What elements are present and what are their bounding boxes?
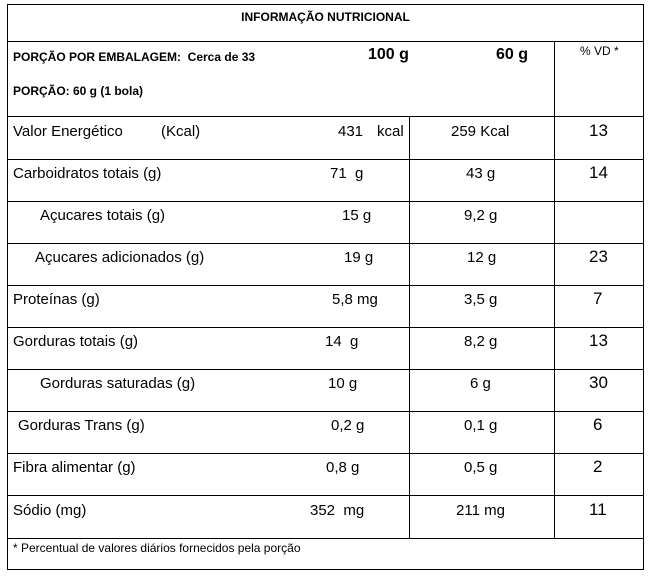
- value-100g: 10 g: [328, 375, 358, 392]
- divider: [8, 201, 643, 202]
- porcao: PORÇÃO: 60 g (1 bola): [13, 84, 144, 98]
- col-vd-header: % VD *: [580, 44, 619, 58]
- row-label: Açucares totais (g): [40, 207, 166, 224]
- value-vd: 6: [593, 415, 603, 434]
- porcao-embalagem: [13, 50, 255, 64]
- value-100g: 15 g: [342, 207, 372, 224]
- value-60g: 9,2 g: [464, 207, 498, 224]
- divider: [8, 495, 643, 496]
- row-unit: (Kcal): [161, 123, 201, 140]
- divider: [8, 159, 643, 160]
- value-vd: 13: [589, 121, 608, 140]
- nutrition-table: [7, 4, 644, 570]
- value-100g: 431: [338, 123, 364, 140]
- value-60g: 0,5 g: [464, 459, 498, 476]
- value-vd: 2: [593, 457, 603, 476]
- value-100g-unit: kcal: [377, 123, 404, 140]
- value-60g: 12 g: [467, 249, 497, 266]
- value-vd: 14: [589, 163, 608, 182]
- row-label: Gorduras totais (g): [13, 333, 139, 350]
- value-vd: 7: [593, 289, 603, 308]
- column-divider: [409, 116, 410, 538]
- value-100g: 5,8 mg: [332, 291, 378, 308]
- col-60g-header: 60 g: [496, 46, 529, 63]
- divider: [8, 41, 643, 42]
- row-label: Açucares adicionados (g): [35, 249, 205, 266]
- row-label: Valor Energético: [13, 123, 123, 140]
- col-100g-header: 100 g: [368, 46, 409, 63]
- divider: [8, 327, 643, 328]
- divider: [8, 411, 643, 412]
- divider: [8, 243, 643, 244]
- value-100g: 71 g: [330, 165, 364, 182]
- row-label: Proteínas (g): [13, 291, 100, 308]
- value-60g: 3,5 g: [464, 291, 498, 308]
- row-label: Gorduras saturadas (g): [40, 375, 196, 392]
- row-label: Sódio (mg): [13, 502, 87, 519]
- value-60g: 0,1 g: [464, 417, 498, 434]
- value-vd: 13: [589, 331, 608, 350]
- footnote: * Percentual de valores diários fornecidos pela porção: [13, 541, 301, 555]
- porcao-embalagem-value: Cerca de 33: [187, 50, 256, 64]
- porcao-embalagem-label: PORÇÃO POR EMBALAGEM:: [13, 50, 181, 64]
- row-label: Carboidratos totais (g): [13, 165, 162, 182]
- value-100g: 352 mg: [310, 502, 365, 519]
- value-vd: 11: [589, 500, 607, 519]
- row-label: Gorduras Trans (g): [18, 417, 145, 434]
- value-60g: 8,2 g: [464, 333, 498, 350]
- value-100g: 14 g: [325, 333, 359, 350]
- table-title: INFORMAÇÃO NUTRICIONAL: [241, 10, 410, 24]
- divider: [8, 369, 643, 370]
- divider: [8, 538, 643, 539]
- divider: [8, 285, 643, 286]
- value-60g: 211 mg: [456, 502, 505, 519]
- value-100g: 0,8 g: [326, 459, 360, 476]
- value-vd: 23: [589, 247, 608, 266]
- divider: [8, 116, 643, 117]
- divider: [8, 453, 643, 454]
- value-60g: 43 g: [466, 165, 496, 182]
- value-60g: 259 Kcal: [451, 123, 510, 140]
- column-divider: [554, 41, 555, 538]
- value-100g: 0,2 g: [331, 417, 365, 434]
- value-100g: 19 g: [344, 249, 374, 266]
- row-label: Fibra alimentar (g): [13, 459, 136, 476]
- value-vd: 30: [589, 373, 608, 392]
- value-60g: 6 g: [470, 375, 491, 392]
